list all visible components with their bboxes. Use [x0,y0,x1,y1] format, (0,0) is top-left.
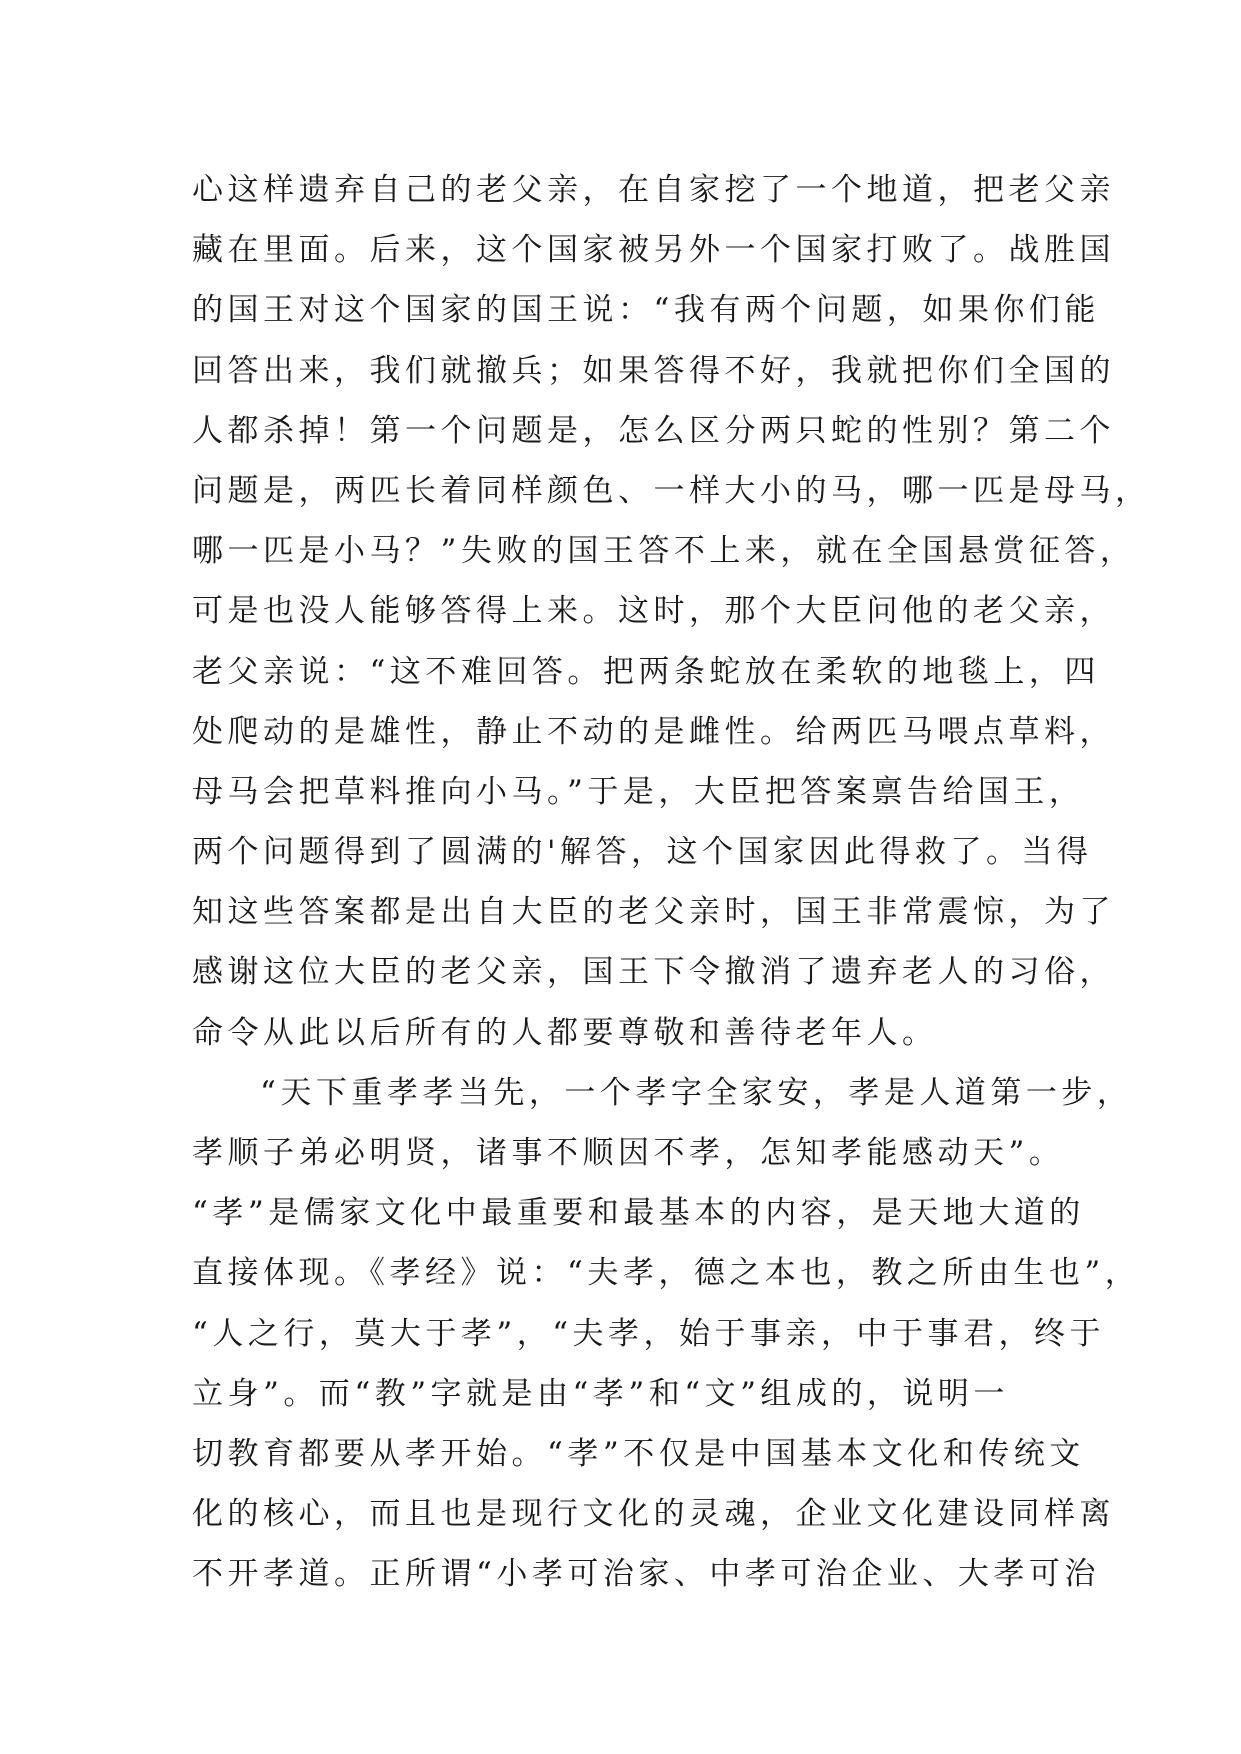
text-line: 心这样遗弃自己的老父亲，在自家挖了一个地道，把老父亲 [192,172,1115,208]
text-line: 回答出来，我们就撤兵；如果答得不好，我就把你们全国的 [192,352,1115,389]
text-line: 感谢这位大臣的老父亲，国王下令撤消了遗弃老人的习俗， [192,954,1115,991]
text-line: 哪一匹是小马？”失败的国王答不上来，就在全国悬赏征答， [192,533,1136,570]
paragraph-start-line: “天下重孝孝当先，一个孝字全家安，孝是人道第一步， [260,1074,1133,1111]
text-line: 母马会把草料推向小马。”于是，大臣把答案禀告给国王， [192,773,1085,810]
text-line: 人都杀掉！第一个问题是，怎么区分两只蛇的性别？第二个 [192,412,1115,449]
text-line: 孝顺子弟必明贤，诸事不顺因不孝，怎知孝能感动天”。 [192,1135,1065,1171]
text-line: 老父亲说：“这不难回答。把两条蛇放在柔软的地毯上，四 [192,653,1100,690]
text-line: “人之行，莫大于孝”，“夫孝，始于事亲，中于事君，终于 [192,1315,1106,1352]
text-line: 两个问题得到了圆满的'解答，这个国家因此得救了。当得 [192,834,1093,871]
text-line: “孝”是儒家文化中最重要和最基本的内容，是天地大道的 [192,1195,1085,1232]
text-line: 切教育都要从孝开始。“孝”不仅是中国基本文化和传统文 [192,1435,1085,1472]
text-line: 的国王对这个国家的国王说：“我有两个问题，如果你们能 [192,292,1100,329]
text-line: 直接体现。《孝经》说：“夫孝，德之本也，教之所由生也”， [192,1255,1141,1292]
text-line: 处爬动的是雄性，静止不动的是雌性。给两匹马喂点草料， [192,713,1115,750]
text-line: 化的核心，而且也是现行文化的灵魂，企业文化建设同样离 [192,1496,1115,1533]
text-line: 可是也没人能够答得上来。这时，那个大臣问他的老父亲， [192,593,1115,630]
text-line: 知这些答案都是出自大臣的老父亲时，国王非常震惊，为了 [192,894,1115,931]
text-line: 立身”。而“教”字就是由“孝”和“文”组成的，说明一 [192,1375,1009,1412]
text-line: 命令从此以后所有的人都要尊敬和善待老年人。 [192,1014,938,1051]
text-line: 问题是，两匹长着同样颜色、一样大小的马，哪一匹是母马， [192,472,1151,509]
text-line: 藏在里面。后来，这个国家被另外一个国家打败了。战胜国 [192,232,1115,269]
text-line: 不开孝道。正所谓“小孝可治家、中孝可治企业、大孝可治 [192,1556,1100,1593]
body-text [192,160,1151,1605]
